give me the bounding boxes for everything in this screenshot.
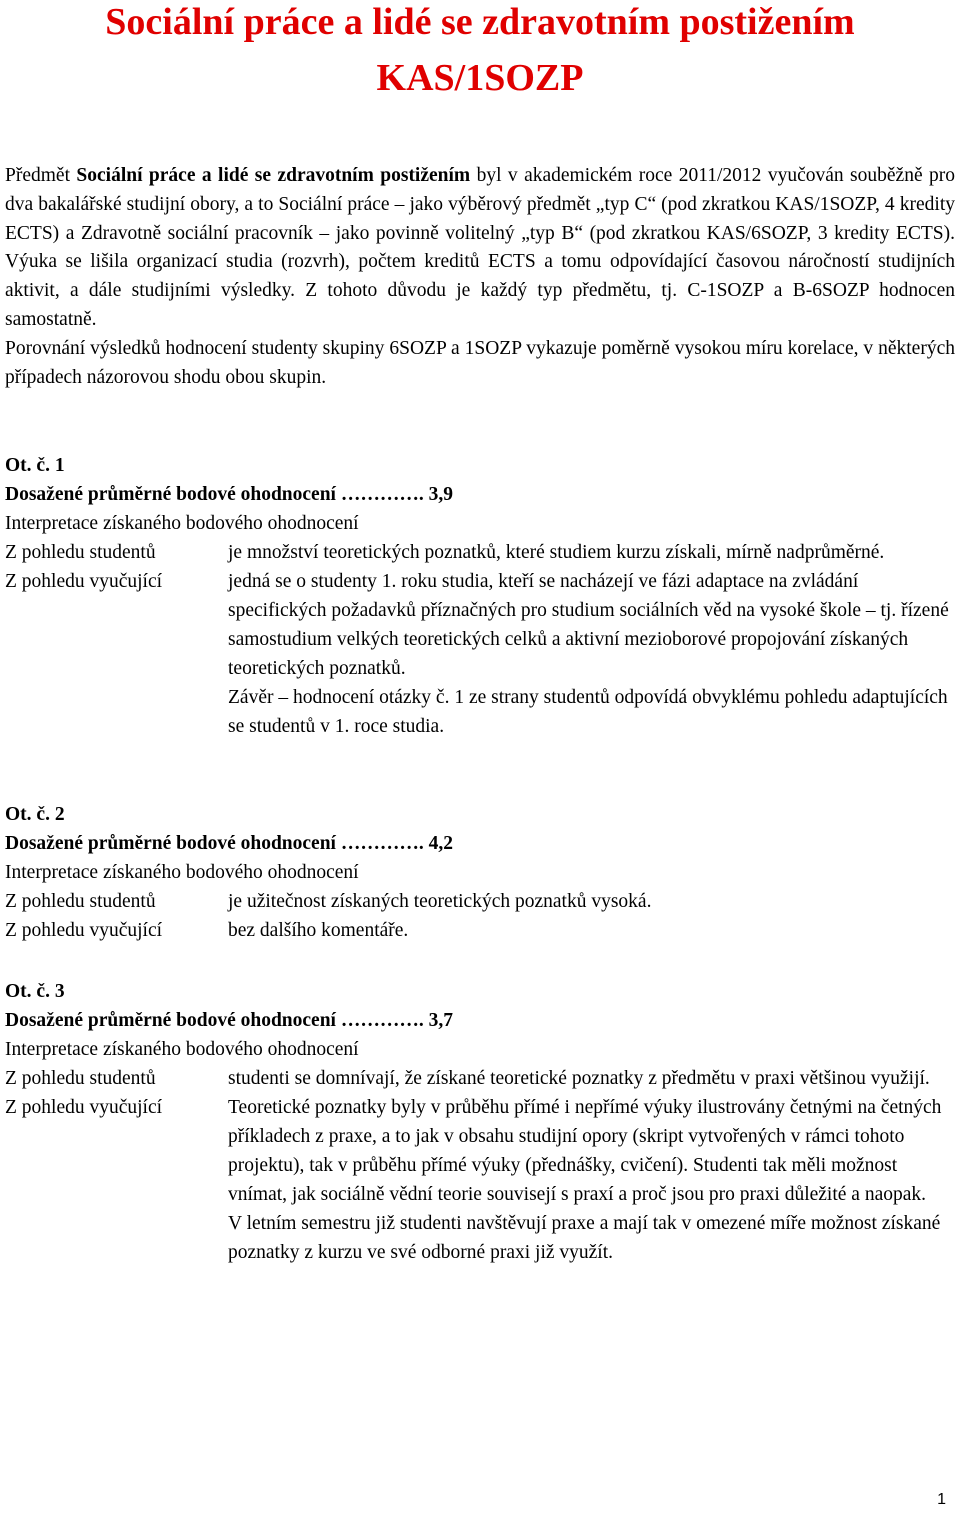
teacher-view-text: jedná se o studenty 1. roku studia, kteří se nacházejí ve fázi adaptace na zvládání specifických požadavků příznačných pro studium sociálních věd na vysoké škole – tj. řízené samostudium velkých teoretických celků a aktivní mezioborové propojování získaných teoretických poznatků. [228,571,949,679]
average-score: Dosažené průměrné bodové ohodnocení …………. 3,9 [5,484,453,505]
students-view-text: studenti se domnívají, že získané teoretické poznatky z předmětu v praxi většinou využijí. [228,1068,930,1089]
interpretation-label: Interpretace získaného bodového ohodnocení [5,1039,359,1060]
question-section-3 [5,977,955,1267]
students-view-label: Z pohledu studentů [5,542,156,563]
teacher-view-label: Z pohledu vyučující [5,571,163,592]
intro-paragraph-2: Porovnání výsledků hodnocení studenty skupiny 6SOZP a 1SOZP vykazuje poměrně vysokou míru korelace, v některých případech názorovou shodu obou skupin. [5,337,955,388]
course-code-title: KAS/1SOZP [376,57,584,99]
teacher-view-text: bez dalšího komentáře. [228,920,409,941]
intro-paragraph-1 [5,162,955,335]
page-number: 1 [937,1491,946,1508]
teacher-view-row [5,567,955,741]
question-section-2 [5,800,955,945]
intro [5,162,955,392]
average-score: Dosažené průměrné bodové ohodnocení …………. 3,7 [5,1010,453,1031]
teacher-view-summer-note: V letním semestru již studenti navštěvují praxe a mají tak v omezené míře možnost získané poznatky z kurzu ve své odborné praxi již využít. [228,1213,941,1263]
teacher-view-content [228,567,955,741]
question-heading: Ot. č. 3 [5,981,65,1002]
students-view-row [5,1064,955,1093]
interpretation-label: Interpretace získaného bodového ohodnocení [5,513,359,534]
students-view-text: je užitečnost získaných teoretických poznatků vysoká. [228,891,652,912]
page-title: Sociální práce a lidé se zdravotním postižením [105,1,855,43]
teacher-view-label: Z pohledu vyučující [5,920,163,941]
question-section-1 [5,451,955,741]
question-heading: Ot. č. 1 [5,455,65,476]
question-heading: Ot. č. 2 [5,804,65,825]
students-view-row [5,538,955,567]
students-view-row [5,887,955,916]
students-view-text: je množství teoretických poznatků, které studiem kurzu získali, mírně nadprůměrné. [228,542,885,563]
students-view-label: Z pohledu studentů [5,1068,156,1089]
teacher-view-row [5,1093,955,1267]
average-score: Dosažené průměrné bodové ohodnocení …………. 4,2 [5,833,453,854]
intro-text: Předmět [5,165,77,186]
teacher-view-conclusion: Závěr – hodnocení otázky č. 1 ze strany studentů odpovídá obvyklému pohledu adaptujících se studentů v 1. roce studia. [228,687,948,737]
intro-course-name: Sociální práce a lidé se zdravotním postižením [76,165,471,186]
teacher-view-row [5,916,955,945]
teacher-view-content [228,1093,955,1267]
teacher-view-label: Z pohledu vyučující [5,1097,163,1118]
students-view-label: Z pohledu studentů [5,891,156,912]
interpretation-label: Interpretace získaného bodového ohodnocení [5,862,359,883]
teacher-view-text: Teoretické poznatky byly v průběhu přímé i nepřímé výuky ilustrovány četnými na četných příkladech z praxe, a to jak v obsahu studijní opory (skript vytvořených v rámci tohoto projektu), tak v průběhu přímé výuky (přednášky, cvičení). Studenti tak měli možnost vnímat, jak sociálně vědní teorie souvisejí s praxí a proč jsou pro praxi důležité a naopak. [228,1097,942,1205]
intro-text-rest: byl v akademickém roce 2011/2012 vyučován souběžně pro dva bakalářské studijní obory, a to Sociální práce – jako výběrový předmět „typ C“ (pod zkratkou KAS/1SOZP, 4 kredity ECTS) a Zdravotně sociální pracovník – jako povinně volitelný „typ B“ (pod zkratkou KAS/6SOZP, 3 kredity ECTS). Výuka se lišila organizací studia (rozvrh), počtem kreditů ECTS a tomu odpovídající časovou náročností studijních aktivit, a dále studijními výsledky. Z tohoto důvodu je každý typ předmětu, tj. C-1SOZP a B-6SOZP hodnocen samostatně. [5,165,955,330]
